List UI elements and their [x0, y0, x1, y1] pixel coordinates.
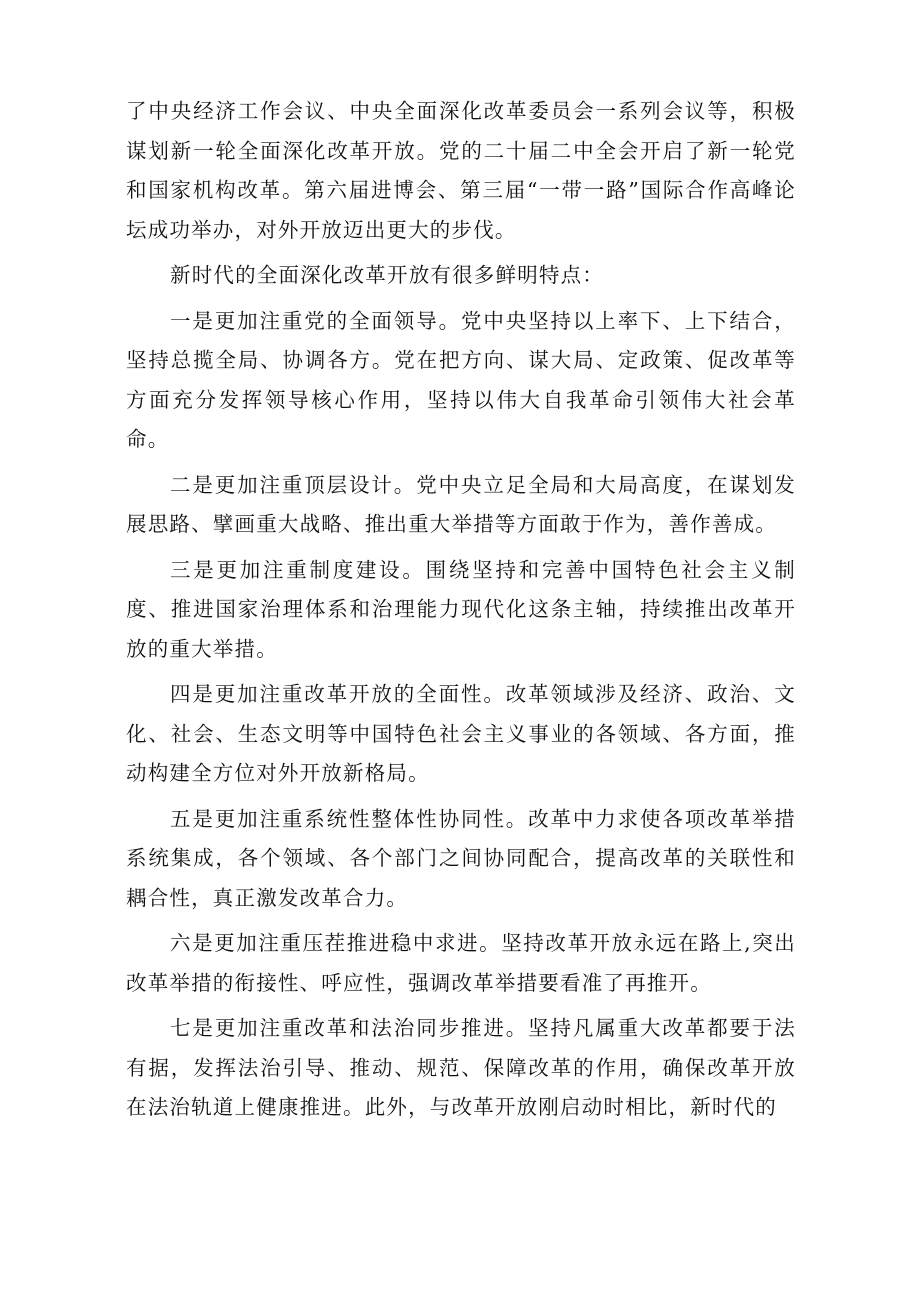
- paragraph-continuation: 了中央经济工作会议、中央全面深化改革委员会一系列会议等，积极谋划新一轮全面深化改革开放。党的二十届二中全会开启了新一轮党和国家机构改革。第六届进博会、第三届“一带一路”国际合作高峰论坛成功举办，对外开放迈出更大的步伐。: [126, 99, 796, 242]
- paragraph-feature-4: 四是更加注重改革开放的全面性。改革领域涉及经济、政治、文化、社会、生态文明等中国特色社会主义事业的各领域、各方面，推动构建全方位对外开放新格局。: [126, 682, 796, 785]
- paragraph-feature-7: 七是更加注重改革和法治同步推进。坚持凡属重大改革都要于法有据，发挥法治引导、推动、规范、保障改革的作用，确保改革开放在法治轨道上健康推进。此外，与改革开放刚启动时相比，新时代的: [126, 1016, 796, 1119]
- paragraph-feature-2: 二是更加注重顶层设计。党中央立足全局和大局高度，在谋划发展思路、擘画重大战略、推出重大举措等方面敢于作为，善作善成。: [126, 472, 796, 536]
- paragraph-feature-5: 五是更加注重系统性整体性协同性。改革中力求使各项改革举措系统集成，各个领域、各个部门之间协同配合，提高改革的关联性和耦合性，真正激发改革合力。: [126, 806, 796, 910]
- paragraph-feature-1: 一是更加注重党的全面领导。党中央坚持以上率下、上下结合，坚持总揽全局、协调各方。党在把方向、谋大局、定政策、促改革等方面充分发挥领导核心作用，坚持以伟大自我革命引领伟大社会革命。: [126, 308, 796, 451]
- paragraph-intro-features: 新时代的全面深化改革开放有很多鲜明特点：: [170, 263, 604, 287]
- paragraph-feature-3: 三是更加注重制度建设。围绕坚持和完善中国特色社会主义制度、推进国家治理体系和治理能力现代化这条主轴，持续推出改革开放的重大举措。: [126, 557, 796, 661]
- document-body: [126, 92, 796, 1134]
- paragraph-feature-6: 六是更加注重压茬推进稳中求进。坚持改革开放永远在路上,突出改革举措的衔接性、呼应性，强调改革举措要看准了再推开。: [126, 931, 796, 995]
